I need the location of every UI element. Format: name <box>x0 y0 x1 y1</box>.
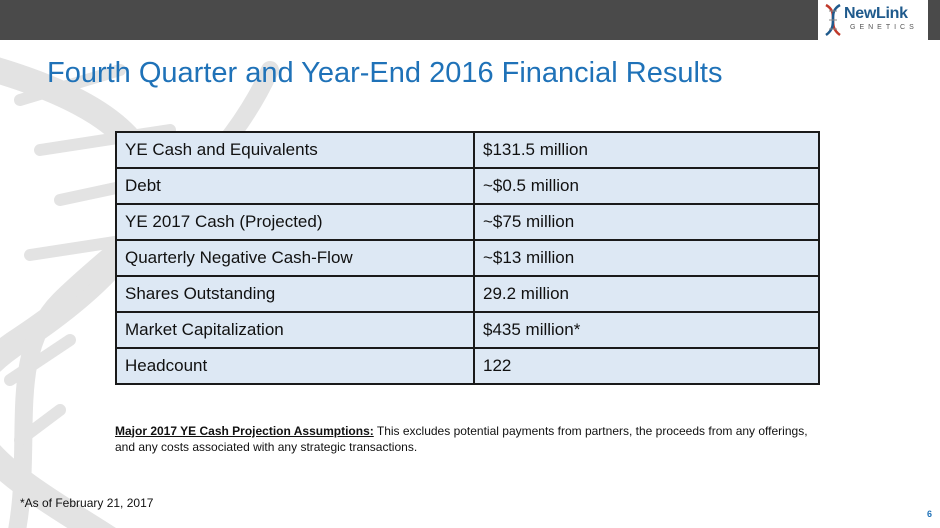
financial-results-table <box>115 131 820 385</box>
row-label: Headcount <box>116 348 474 384</box>
page-title: Fourth Quarter and Year-End 2016 Financial Results <box>47 57 723 89</box>
table-row <box>116 204 819 240</box>
table-row <box>116 240 819 276</box>
table-row <box>116 168 819 204</box>
dna-helix-icon <box>822 3 844 37</box>
footnote: *As of February 21, 2017 <box>20 496 154 510</box>
top-bar <box>0 0 940 40</box>
row-value: $435 million* <box>474 312 819 348</box>
row-value: ~$75 million <box>474 204 819 240</box>
row-value: $131.5 million <box>474 132 819 168</box>
row-label: YE Cash and Equivalents <box>116 132 474 168</box>
row-value: ~$0.5 million <box>474 168 819 204</box>
company-logo <box>818 0 928 40</box>
row-label: Shares Outstanding <box>116 276 474 312</box>
table-row <box>116 132 819 168</box>
row-value: 122 <box>474 348 819 384</box>
row-label: Debt <box>116 168 474 204</box>
note-text: This excludes potential payments from partners, the proceeds from any offerings, and any costs associated with any strategic transactions. <box>115 424 808 454</box>
row-value: 29.2 million <box>474 276 819 312</box>
note-lead: Major 2017 YE Cash Projection Assumptions: <box>115 424 374 438</box>
projection-assumptions-note <box>115 423 815 455</box>
logo-subtitle: GENETICS <box>850 24 918 31</box>
table-row <box>116 276 819 312</box>
row-value: ~$13 million <box>474 240 819 276</box>
page-number: 6 <box>926 509 932 519</box>
row-label: Market Capitalization <box>116 312 474 348</box>
logo-name: NewLink <box>844 5 908 22</box>
row-label: Quarterly Negative Cash-Flow <box>116 240 474 276</box>
table-row <box>116 348 819 384</box>
table-row <box>116 312 819 348</box>
row-label: YE 2017 Cash (Projected) <box>116 204 474 240</box>
